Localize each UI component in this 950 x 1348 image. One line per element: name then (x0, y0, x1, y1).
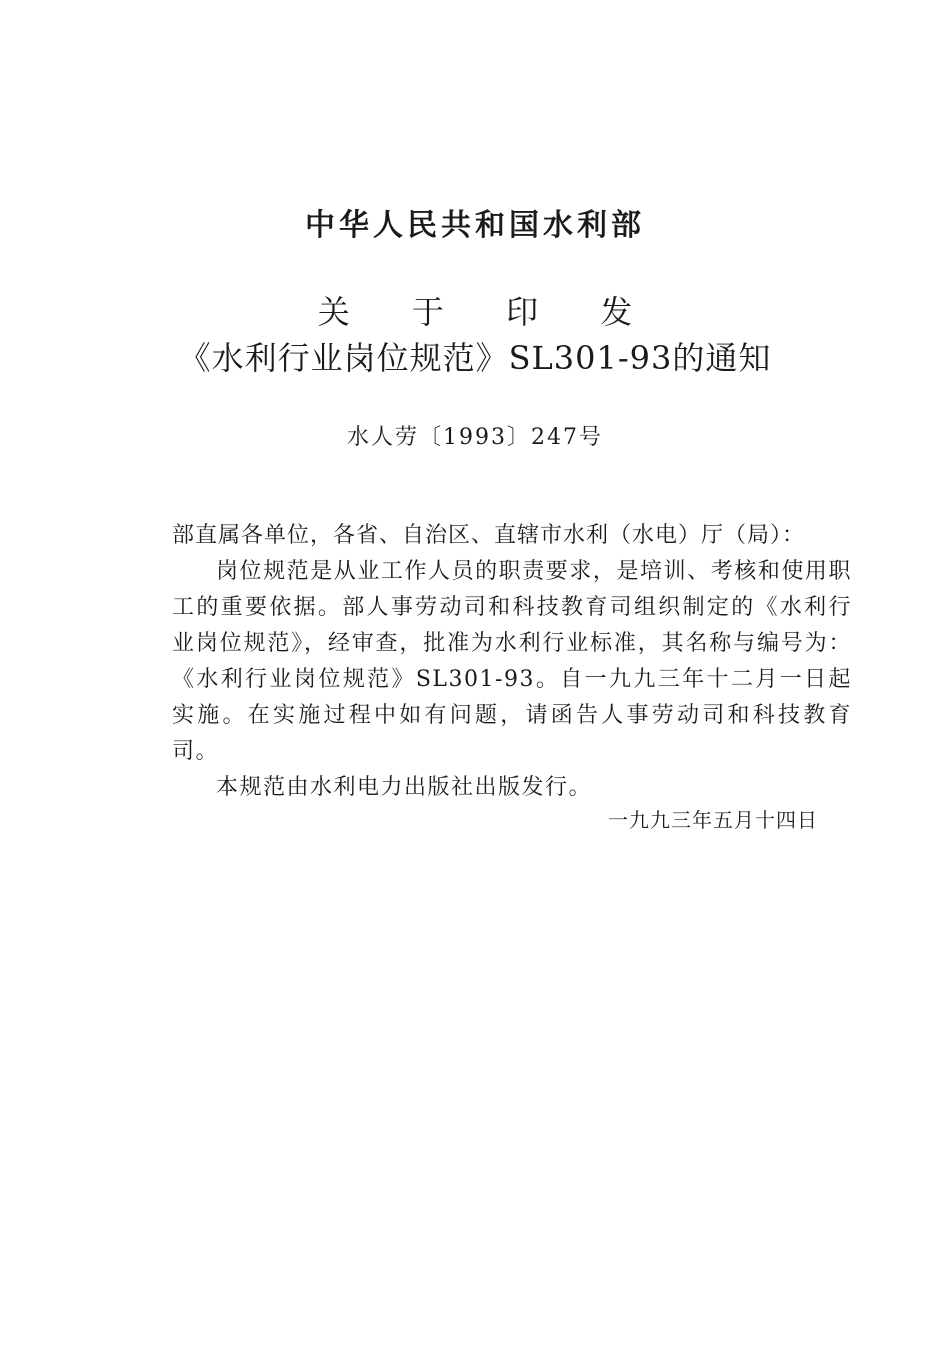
document-number: 水人劳〔1993〕247号 (347, 425, 603, 450)
notice-body (172, 518, 852, 806)
issuing-authority: 中华人民共和国水利部 (305, 208, 645, 243)
issue-date: 一九九三年五月十四日 (608, 808, 818, 832)
body-paragraph-1: 岗位规范是从业工作人员的职责要求，是培训、考核和使用职工的重要依据。部人事劳动司和科技教育司组织制定的《水利行业岗位规范》，经审查，批准为水利行业标准，其名称与编号为：《水利行业岗位规范》SL301-93。自一九九三年十二月一日起实施。在实施过程中如有问题，请函告人事劳动司和科技教育司。 (172, 559, 852, 764)
salutation: 部直属各单位，各省、自治区、直辖市水利（水电）厅（局）： (172, 523, 806, 548)
body-paragraph-2: 本规范由水利电力出版社出版发行。 (216, 775, 593, 800)
notice-title-line1: 关 于 印 发 (317, 293, 659, 331)
notice-title-line2: 《水利行业岗位规范》SL301-93的通知 (178, 339, 772, 377)
